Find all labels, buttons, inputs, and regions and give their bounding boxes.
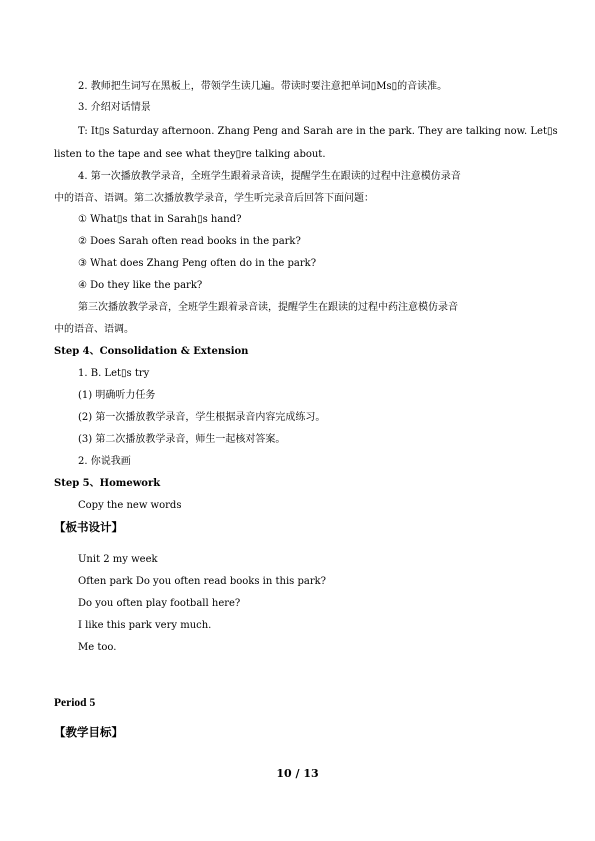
text-line: 2. 教师把生词写在黑板上，带领学生读几遍。带读时要注意把单词▯Ms▯的音读准。: [78, 81, 448, 92]
board-line: Often park Do you often read books in this park?: [78, 576, 327, 587]
text-line: (1) 明确听力任务: [78, 390, 156, 401]
text-line: 中的语音、语调。第二次播放教学录音，学生听完录音后回答下面问题：: [54, 193, 374, 204]
question-item: ③ What does Zhang Peng often do in the park?: [78, 258, 317, 269]
text-line: listen to the tape and see what they▯re talking about.: [54, 149, 326, 160]
period-heading: Period 5: [54, 697, 96, 709]
step-heading: Step 4、Consolidation & Extension: [54, 346, 249, 357]
section-heading: 【教学目标】: [54, 725, 123, 739]
question-item: ① What▯s that in Sarah▯s hand?: [78, 214, 242, 225]
board-line: Do you often play football here?: [78, 598, 241, 609]
text-line: Copy the new words: [78, 500, 182, 511]
step-heading: Step 5、Homework: [54, 478, 161, 489]
text-line: 3. 介绍对话情景: [78, 102, 151, 113]
text-line: 第三次播放教学录音，全班学生跟着录音读，提醒学生在跟读的过程中药注意模仿录音: [78, 302, 458, 313]
text-line: (2) 第一次播放教学录音，学生根据录音内容完成练习。: [78, 412, 326, 423]
section-heading: 【板书设计】: [54, 520, 123, 534]
text-line: 1. B. Let▯s try: [78, 368, 150, 379]
question-item: ④ Do they like the park?: [78, 280, 203, 291]
page-number: 10 / 13: [276, 767, 319, 780]
text-line: 4. 第一次播放教学录音，全班学生跟着录音读，提醒学生在跟读的过程中注意模仿录音: [78, 171, 461, 182]
board-line: I like this park very much.: [78, 620, 212, 631]
board-line: Me too.: [78, 642, 117, 653]
text-line: 2. 你说我画: [78, 456, 131, 467]
text-line: (3) 第二次播放教学录音，师生一起核对答案。: [78, 434, 286, 445]
text-line: T: It▯s Saturday afternoon. Zhang Peng and Sarah are in the park. They are talking now. Let▯s: [78, 126, 558, 137]
board-line: Unit 2 my week: [78, 554, 158, 565]
question-item: ② Does Sarah often read books in the park?: [78, 236, 301, 247]
text-line: 中的语音、语调。: [54, 324, 134, 335]
